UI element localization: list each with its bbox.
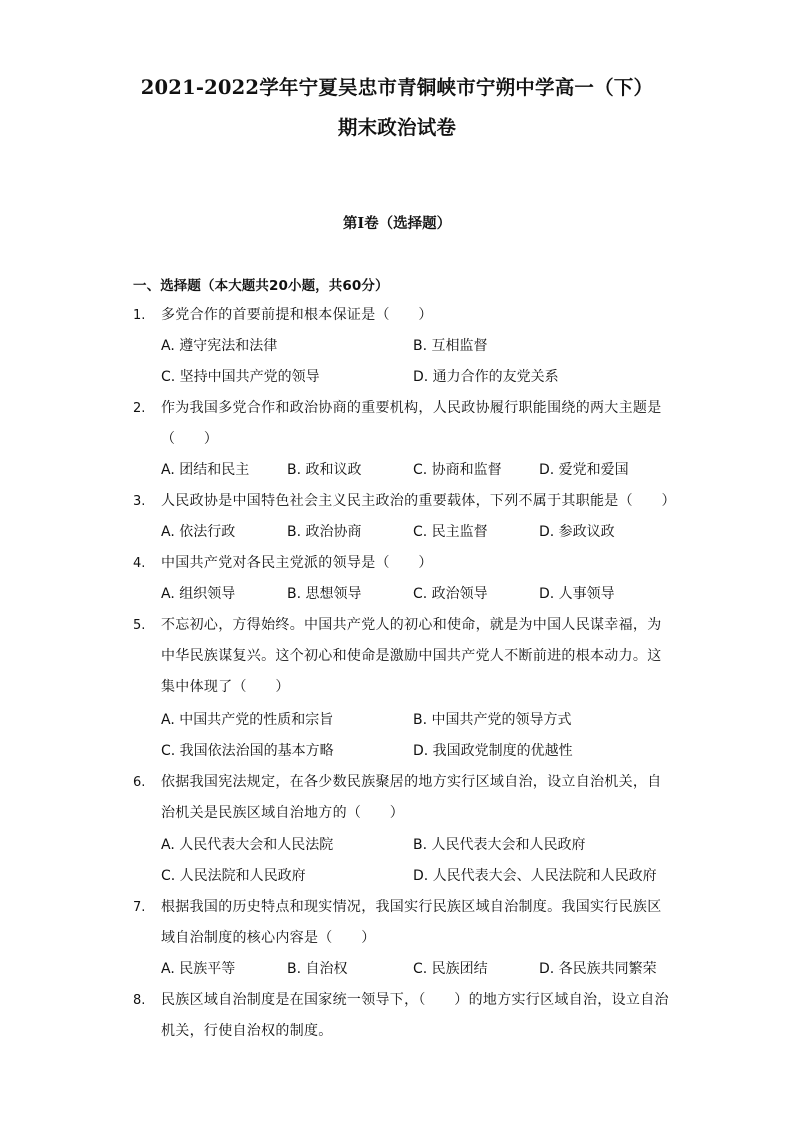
question-5 [133,610,673,703]
question-text: 中国共产党对各民主党派的领导是（ ） [161,555,433,571]
question-text: 人民政协是中国特色社会主义民主政治的重要载体，下列不属于其职能是（ ） [161,493,676,509]
option-b: B. 政和议政 [287,462,362,478]
question-8 [133,985,673,1047]
question-text: 根据我国的历史特点和现实情况，我国实行民族区域自治制度。我国实行民族区域自治制度的核心内容是（ ） [161,899,662,946]
question-3 [133,486,676,517]
option-c: C. 人民法院和人民政府 [161,868,306,884]
option-b: B. 思想领导 [287,586,362,602]
option-a: A. 组织领导 [161,586,236,602]
part-title: 第I卷（选择题） [342,215,452,232]
option-d: D. 我国政党制度的优越性 [413,743,573,759]
question-number: 8. [133,993,146,1008]
option-c: C. 坚持中国共产党的领导 [161,369,320,385]
exam-title-line-2: 期末政治试卷 [337,116,457,139]
question-4 [133,548,673,579]
option-c: C. 我国依法治国的基本方略 [161,743,334,759]
option-d: D. 爱党和爱国 [539,462,629,478]
option-c: C. 民主监督 [413,524,488,540]
option-d: D. 人事领导 [539,586,615,602]
question-number: 3. [133,494,146,509]
question-number: 2. [133,401,146,416]
question-2 [133,393,673,455]
section-title: 一、选择题（本大题共20小题，共60分） [133,278,389,294]
option-b: B. 互相监督 [413,338,488,354]
option-a: A. 中国共产党的性质和宗旨 [161,712,334,728]
question-text: 作为我国多党合作和政治协商的重要机构，人民政协履行职能围绕的两大主题是（ ） [161,400,662,447]
option-c: C. 民族团结 [413,961,488,977]
option-d: D. 通力合作的友党关系 [413,369,559,385]
question-number: 6. [133,775,146,790]
question-text: 民族区域自治制度是在国家统一领导下，（ ）的地方实行区域自治，设立自治机关，行使自治权的制度。 [161,992,669,1039]
question-number: 5. [133,618,146,633]
option-d: D. 各民族共同繁荣 [539,961,657,977]
option-d: D. 人民代表大会、人民法院和人民政府 [413,868,657,884]
option-a: A. 团结和民主 [161,462,250,478]
option-b: B. 政治协商 [287,524,362,540]
option-a: A. 依法行政 [161,524,236,540]
option-c: C. 政治领导 [413,586,488,602]
question-1 [133,300,673,331]
question-6 [133,767,673,829]
question-number: 4. [133,556,146,571]
question-number: 1. [133,308,146,323]
option-a: A. 人民代表大会和人民法院 [161,837,334,853]
question-text: 多党合作的首要前提和根本保证是（ ） [161,307,433,323]
option-b: B. 人民代表大会和人民政府 [413,837,586,853]
option-c: C. 协商和监督 [413,462,502,478]
option-a: A. 遵守宪法和法律 [161,338,278,354]
option-b: B. 自治权 [287,961,348,977]
question-text: 依据我国宪法规定，在各少数民族聚居的地方实行区域自治，设立自治机关，自治机关是民族区域自治地方的（ ） [161,774,662,821]
option-b: B. 中国共产党的领导方式 [413,712,572,728]
option-a: A. 民族平等 [161,961,236,977]
exam-title-line-1: 2021-2022学年宁夏吴忠市青铜峡市宁朔中学高一（下） [140,76,654,99]
option-d: D. 参政议政 [539,524,615,540]
question-7 [133,892,673,954]
question-text: 不忘初心，方得始终。中国共产党人的初心和使命，就是为中国人民谋幸福，为中华民族谋复兴。这个初心和使命是激励中国共产党人不断前进的根本动力。这集中体现了（ ） [161,617,662,695]
question-number: 7. [133,900,146,915]
